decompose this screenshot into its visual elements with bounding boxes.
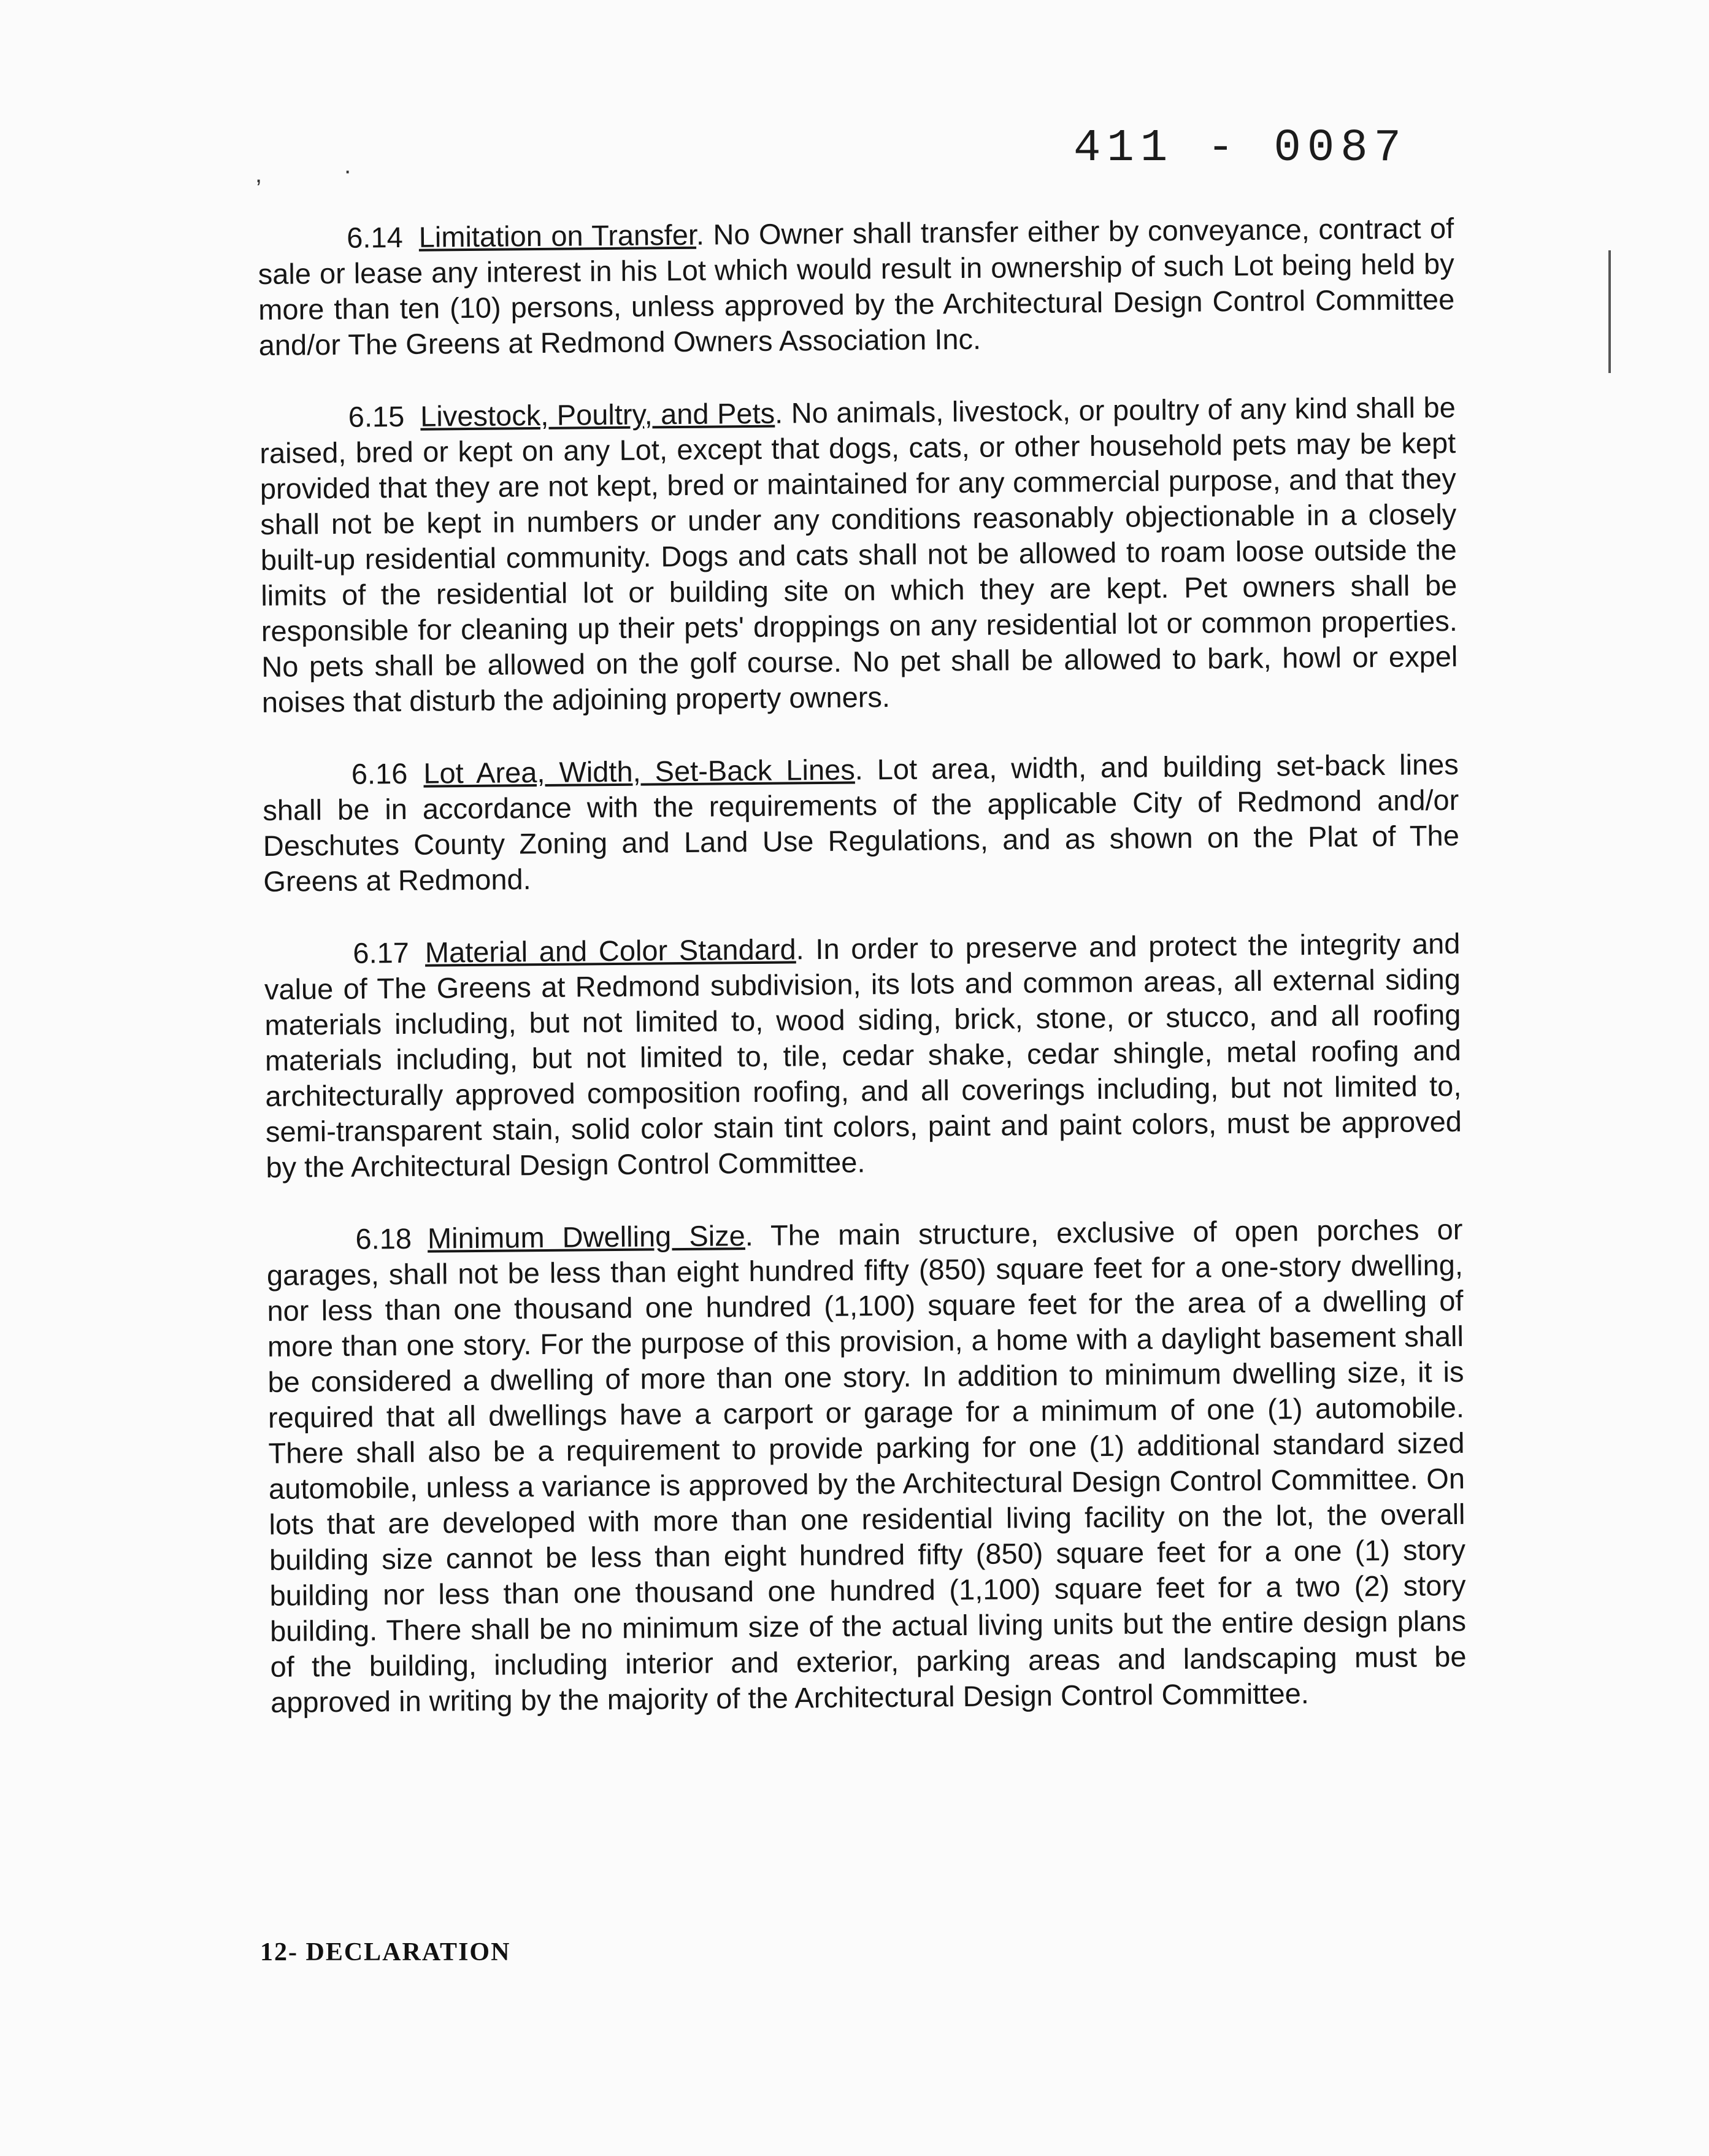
section-text: In order to preserve and protect the integrity and value of The Greens at Redmond subdivision, its lots and common areas, all external siding materials including, but not limited to, wood siding, brick, stone, or stucco, and all roofing materials including, but not limited to, tile, cedar shake, cedar shingle, metal roofing and architecturally approved composition roofing, and all coverings including, but not limited to, semi-transparent stain, solid color stain tint colors, paint and paint colors, must be approved by the Architectural Design Control Committee. — [264, 926, 1462, 1184]
section-number: 6.14 — [347, 220, 403, 254]
section-number: 6.15 — [348, 399, 405, 433]
section-text: The main structure, exclusive of open porches or garages, shall not be less than eight hundred fifty (850) square feet for a one-story dwelling, nor less than one thousand one hundred (1,100) square feet for the area of a dwelling of more than one story. For the purpose of this provision, a home with a daylight basement shall be considered a dwelling of more than one story. In addition to minimum dwelling size, it is required that all dwellings have a carport or garage for a minimum of one (1) automobile. There shall also be a requirement to provide parking for one (1) additional standard sized automobile, unless a variance is approved by the Architectural Design Control Committee. On lots that are developed with more than one residential living facility on the lot, the overall building size cannot be less than eight hundred fifty (850) square feet for a one (1) story building nor less than one thousand one hundred (1,100) square feet for a two (2) story building. There shall be no minimum size of the actual living units but the entire design plans of the building, including interior and exterior, parking areas and landscaping must be approved in writing by the majority of the Architectural Design Control Committee. — [266, 1212, 1467, 1719]
section-text: Lot area, width, and building set-back lines shall be in accordance with the requirements of the applicable City of Redmond and/or Deschutes County Zoning and Land Use Regulations, and as shown on the Plat of The Greens at Redmond. — [263, 747, 1460, 898]
page-footer: 12- DECLARATION — [260, 1938, 511, 1966]
scan-speck: · — [344, 157, 352, 184]
margin-bar — [1608, 250, 1611, 373]
section-number: 6.16 — [351, 757, 408, 790]
section-text: No Owner shall transfer either by conveyance, contract of sale or lease any interest in his Lot which would result in ownership of such Lot being held by more than ten (10) persons, unless approved by the Architectural Design Control Committee and/or The Greens at Redmond Owners Association Inc. — [258, 211, 1455, 361]
scan-speck: , — [255, 161, 263, 188]
section-title: Minimum Dwelling Size — [427, 1219, 746, 1255]
section-6-17: 6.17 Material and Color Standard. In order to preserve and protect the integrity and value of The Greens at Redmond subdivision, its lots and common areas, all external siding materials including, but not limited to, wood siding, brick, stone, or stucco, and all roofing materials including, but not limited to, tile, cedar shake, cedar shingle, metal roofing and architecturally approved composition roofing, and all coverings including, but not limited to, semi-transparent stain, solid color stain tint colors, paint and paint colors, must be approved by the Architectural Design Control Committee. — [264, 926, 1462, 1184]
section-title: Material and Color Standard — [424, 933, 796, 969]
section-6-14: 6.14 Limitation on Transfer. No Owner shall transfer either by conveyance, contract of sale or lease any interest in his Lot which would result in ownership of such Lot being held by more than ten (10) persons, unless approved by the Architectural Design Control Committee and/or The Greens at Redmond Owners Association Inc. — [258, 211, 1455, 361]
section-title: Lot Area, Width, Set-Back Lines — [423, 753, 855, 790]
section-6-15: 6.15 Livestock, Poultry, and Pets. No animals, livestock, or poultry of any kind shall be raised, bred or kept on any Lot, except that dogs, cats, or other household pets may be kept provided that they are not kept, bred or maintained for any commercial purpose, and that they shall not be kept in numbers or under any conditions reasonably objectionable in a closely built-up residential community. Dogs and cats shall not be allowed to roam loose outside the limits of the residential lot or building site on which they are kept. Pet owners shall be responsible for cleaning up their pets' droppings on any residential lot or common properties. No pets shall be allowed on the golf course. No pet shall be allowed to bark, howl or expel noises that disturb the adjoining property owners. — [259, 390, 1458, 718]
section-title: Livestock, Poultry, and Pets — [420, 396, 775, 433]
section-number: 6.17 — [353, 936, 410, 969]
section-number: 6.18 — [355, 1222, 412, 1255]
declaration-body — [258, 210, 1467, 1757]
document-number: 411 - 0087 — [1073, 123, 1408, 174]
section-6-16: 6.16 Lot Area, Width, Set-Back Lines. Lot area, width, and building set-back lines shall be in accordance with the requirements of the applicable City of Redmond and/or Deschutes County Zoning and Land Use Regulations, and as shown on the Plat of The Greens at Redmond. — [263, 747, 1460, 898]
section-6-18: 6.18 Minimum Dwelling Size. The main structure, exclusive of open porches or garages, shall not be less than eight hundred fifty (850) square feet for a one-story dwelling, nor less than one thousand one hundred (1,100) square feet for the area of a dwelling of more than one story. For the purpose of this provision, a home with a daylight basement shall be considered a dwelling of more than one story. In addition to minimum dwelling size, it is required that all dwellings have a carport or garage for a minimum of one (1) automobile. There shall also be a requirement to provide parking for one (1) additional standard sized automobile, unless a variance is approved by the Architectural Design Control Committee. On lots that are developed with more than one residential living facility on the lot, the overall building size cannot be less than eight hundred fifty (850) square feet for a one (1) story building nor less than one thousand one hundred (1,100) square feet for a two (2) story building. There shall be no minimum size of the actual living units but the entire design plans of the building, including interior and exterior, parking areas and landscaping must be approved in writing by the majority of the Architectural Design Control Committee. — [266, 1212, 1467, 1719]
section-title: Limitation on Transfer — [418, 218, 697, 253]
section-text: No animals, livestock, or poultry of any kind shall be raised, bred or kept on any Lot, except that dogs, cats, or other household pets may be kept provided that they are not kept, bred or maintained for any commercial purpose, and that they shall not be kept in numbers or under any conditions reasonably objectionable in a closely built-up residential community. Dogs and cats shall not be allowed to roam loose outside the limits of the residential lot or building site on which they are kept. Pet owners shall be responsible for cleaning up their pets' droppings on any residential lot or common properties. No pets shall be allowed on the golf course. No pet shall be allowed to bark, howl or expel noises that disturb the adjoining property owners. — [259, 390, 1458, 718]
